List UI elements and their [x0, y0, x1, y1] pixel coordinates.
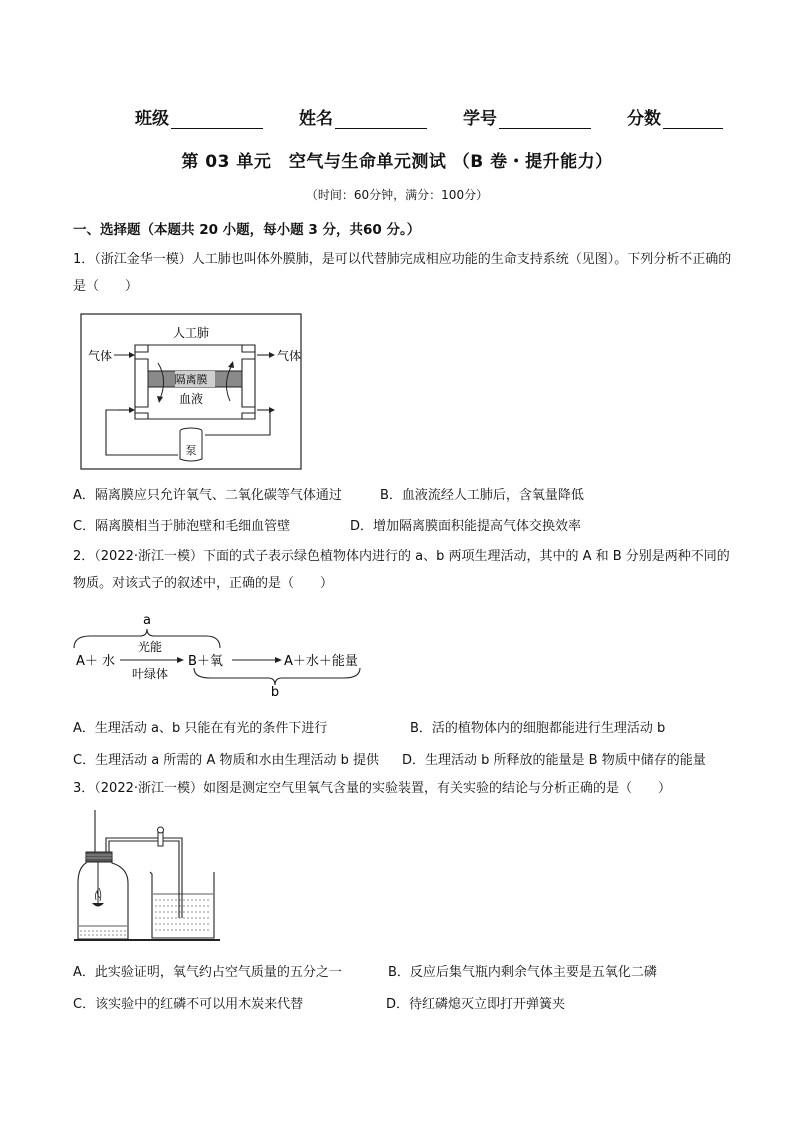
- q1-option-a[interactable]: A．隔离膜应只允许氧气、二氧化碳等气体通过: [73, 488, 342, 503]
- label-above-arrow: 光能: [137, 640, 163, 654]
- section-heading: 一、选择题（本题共 20 小题，每小题 3 分，共60 分。）: [73, 222, 421, 238]
- student-info-header: [135, 104, 735, 129]
- class-label: 班级: [135, 109, 169, 129]
- pump-label: 泵: [185, 444, 197, 457]
- score-label: 分数: [627, 109, 661, 129]
- q2-option-b[interactable]: B．活的植物体内的细胞都能进行生理活动 b: [410, 721, 666, 736]
- equation-left: A＋ 水: [76, 654, 116, 669]
- equation-right: A＋水＋能量: [284, 654, 358, 669]
- gas-in-label: 气体: [88, 349, 113, 363]
- figure-title: 人工肺: [172, 326, 210, 340]
- score-blank[interactable]: [663, 110, 723, 129]
- label-b: b: [270, 685, 280, 700]
- label-a: a: [143, 613, 151, 628]
- q3-option-d[interactable]: D．待红磷熄灭立即打开弹簧夹: [386, 997, 566, 1012]
- score-field: [627, 104, 723, 129]
- q3-option-b[interactable]: B．反应后集气瓶内剩余气体主要是五氧化二磷: [388, 965, 657, 980]
- q1-option-c[interactable]: C．隔离膜相当于肺泡壁和毛细血管壁: [73, 519, 291, 534]
- q1-option-b[interactable]: B．血液流经人工肺后，含氧量降低: [380, 488, 584, 503]
- q3-option-c[interactable]: C．该实验中的红磷不可以用木炭来代替: [73, 997, 304, 1012]
- exam-title: 第 03 单元 空气与生命单元测试 （B 卷・提升能力）: [181, 152, 613, 172]
- class-blank[interactable]: [171, 110, 263, 129]
- name-blank[interactable]: [335, 110, 427, 129]
- student-id-field: [463, 104, 591, 129]
- oxygen-experiment-apparatus: [72, 808, 222, 943]
- q2-option-c[interactable]: C．生理活动 a 所需的 A 物质和水由生理活动 b 提供: [73, 753, 379, 768]
- exam-subtitle: （时间：60分钟，满分：100分）: [305, 188, 489, 202]
- blood-label: 血液: [178, 392, 204, 406]
- class-field: [135, 104, 263, 129]
- student-id-blank[interactable]: [499, 110, 591, 129]
- question-2-stem: 2．（2022·浙江一模）下面的式子表示绿色植物体内进行的 a、b 两项生理活动，其中的 A 和 B 分别是两种不同的物质。对该式子的叙述中，正确的是（ ）: [73, 549, 730, 591]
- question-1-stem: 1．（浙江金华一模）人工肺也叫体外膜肺，是可以代替肺完成相应功能的生命支持系统（见图）。下列分析不正确的是（ ）: [73, 252, 732, 294]
- q1-option-d[interactable]: D．增加隔离膜面积能提高气体交换效率: [350, 519, 582, 534]
- q2-option-d[interactable]: D．生理活动 b 所释放的能量是 B 物质中储存的能量: [402, 753, 706, 768]
- gas-out-label: 气体: [277, 349, 302, 363]
- membrane-label: 隔离膜: [174, 373, 208, 386]
- q3-option-a[interactable]: A．此实验证明，氧气约占空气质量的五分之一: [73, 965, 342, 980]
- name-label: 姓名: [299, 109, 333, 129]
- question-3-stem: 3．（2022·浙江一模）如图是测定空气里氧气含量的实验装置，有关实验的结论与分析正确的是（ ）: [73, 781, 671, 796]
- name-field: [299, 104, 427, 129]
- equation-middle: B＋氧: [188, 654, 223, 669]
- label-below-arrow: 叶绿体: [131, 667, 169, 681]
- photosynthesis-equation: [70, 610, 380, 700]
- student-id-label: 学号: [463, 109, 497, 129]
- artificial-lung-figure: [80, 313, 302, 470]
- q2-option-a[interactable]: A．生理活动 a、b 只能在有光的条件下进行: [73, 721, 328, 736]
